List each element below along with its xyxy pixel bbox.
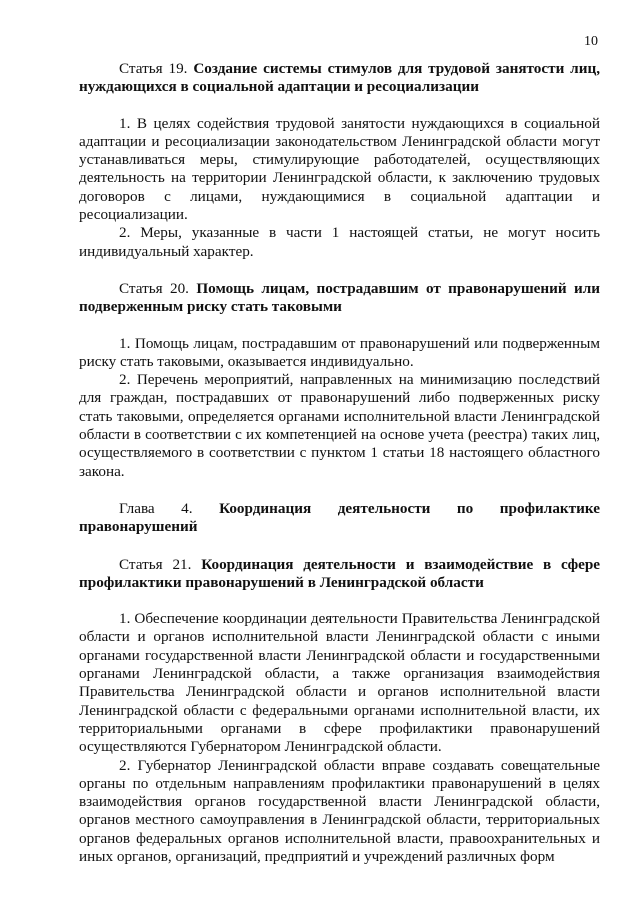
article-20-paragraph-2: 2. Перечень мероприятий, направленных на минимизацию последствий для граждан, пострадавших от правонарушений либо подверженных риску стать таковыми, определяется органами исполнительной власти Ленинградской области в соответствии с их компетенцией на основе учета (реестра) таких лиц, осуществляемого в соответствии с пунктом 1 статьи 18 настоящего областного закона. xyxy=(79,371,600,480)
article-19-title: Создание системы стимулов для трудовой занятости лиц, нуждающихся в социальной адаптации и ресоциализации xyxy=(79,60,601,96)
article-19-paragraph-1: 1. В целях содействия трудовой занятости нуждающихся в социальной адаптации и ресоциализации законодательством Ленинградской области могут устанавливаться меры, стимулирующие работодателей, осуществляющих деятельность на территории Ленинградской области, к заключению трудовых договоров с лицами, нуждающимися в социальной адаптации и ресоциализации. xyxy=(79,114,600,224)
article-20-paragraph-1: 1. Помощь лицам, пострадавшим от правонарушений или подверженным риску стать таковыми, оказывается индивидуально. xyxy=(79,334,600,370)
document-body xyxy=(79,60,600,866)
article-21-heading xyxy=(79,556,600,593)
article-19-heading xyxy=(79,60,600,97)
article-21-paragraph-2: 2. Губернатор Ленинградской области вправе создавать совещательные органы по отдельным направлениям профилактики правонарушений в целях взаимодействия органов государственной власти Ленинградской области, органов местного самоуправления в Ленинградской области, территориальных органов федеральных органов исполнительной власти, правоохранительных и иных органов, организаций, предприятий и учреждений различных форм xyxy=(79,756,600,865)
chapter-4-heading xyxy=(79,500,600,537)
article-20-title: Помощь лицам, пострадавшим от правонарушений или подверженным риску стать таковыми xyxy=(79,279,601,316)
article-21-paragraph-1: 1. Обеспечение координации деятельности Правительства Ленинградской области и органов исполнительной власти Ленинградской области с иными органами государственной власти Ленинградской области и государственными органами Ленинградской области, а также организация взаимодействия Правительства Ленинградской области и органов исполнительной власти Ленинградской области с федеральными органами исполнительной власти, их территориальными органами в сфере профилактики правонарушений осуществляются Губернатором Ленинградской области. xyxy=(79,610,600,756)
chapter-4-title: Координация деятельности по профилактике правонарушений xyxy=(79,499,601,536)
article-19-paragraph-2: 2. Меры, указанные в части 1 настоящей статьи, не могут носить индивидуальный характер. xyxy=(79,224,600,260)
article-20-heading xyxy=(79,280,600,317)
article-19-prefix: Статья 19. xyxy=(119,60,188,77)
article-21-prefix: Статья 21. xyxy=(119,555,192,573)
chapter-4-prefix: Глава 4. xyxy=(119,499,193,517)
article-21-title: Координация деятельности и взаимодействие в сфере профилактики правонарушений в Ленинградской области xyxy=(79,555,601,591)
page-number: 10 xyxy=(584,34,598,49)
article-20-prefix: Статья 20. xyxy=(119,279,189,297)
